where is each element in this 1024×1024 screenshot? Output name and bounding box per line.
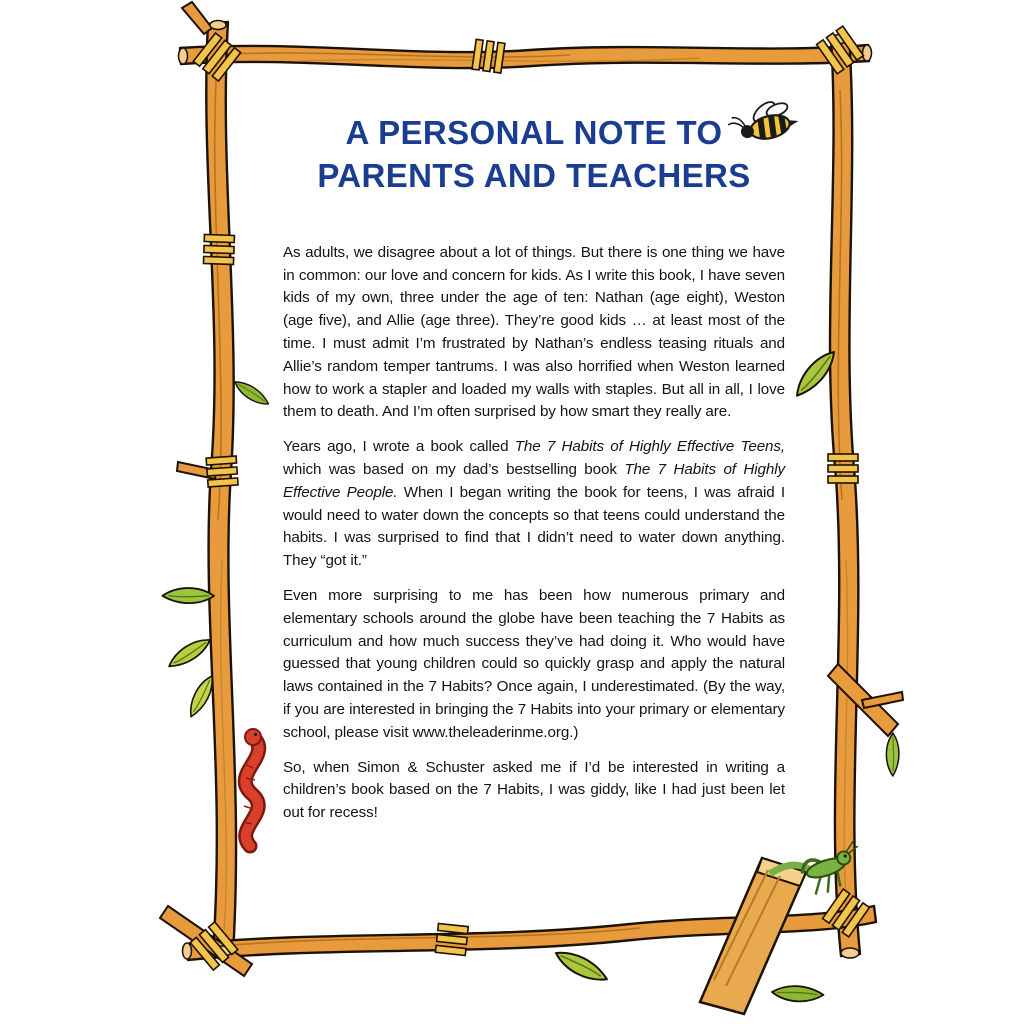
paragraph: Years ago, I wrote a book called The 7 Habits of Highly Effective Teens, which was based on my dad’s bestselling book The 7 Habits of Highly Effective People. When I began writing the book for teens, I was afraid I would need to water down the concepts so that teens could understand the habits. I was surprised to find that I didn’t need to water down anything. They “got it.” bbox=[283, 438, 786, 570]
worm-icon bbox=[243, 729, 261, 846]
body-paragraphs bbox=[283, 242, 785, 825]
title-line-1: A PERSONAL NOTE TO bbox=[345, 114, 723, 151]
leaf-icon bbox=[787, 351, 845, 396]
leaf-icon bbox=[166, 639, 213, 666]
page-content bbox=[283, 112, 785, 825]
leaf-icon bbox=[162, 576, 214, 616]
page-title bbox=[283, 112, 785, 198]
leaf-icon bbox=[876, 733, 910, 776]
paragraph: Even more surprising to me has been how numerous primary and elementary schools around the globe have been teaching the 7 Habits as curriculum and how much success they’ve had doing it. Who would have guessed that young children could so quickly grasp and apply the natural laws contained in the 7 Habits? Once again, I underestimated. (By the way, if you are interested in bringing the 7 Habits into your primary or elementary school, please visit www.theleaderinme.org.) bbox=[283, 586, 785, 741]
paragraph: So, when Simon & Schuster asked me if I’d be interested in writing a children’s book based on the 7 Habits, I was giddy, like I had just been let out for recess! bbox=[283, 758, 785, 822]
leaf-icon bbox=[772, 973, 824, 1015]
leaf-icon bbox=[555, 938, 607, 994]
grasshopper-icon bbox=[798, 840, 869, 898]
title-line-2: PARENTS AND TEACHERS bbox=[317, 156, 751, 194]
paragraph: As adults, we disagree about a lot of things. But there is one thing we have in common: our love and concern for kids. As I write this book, I have seven kids of my own, three under the age of ten: Nathan (age eight), Weston (age five), and Allie (age three). They’re good kids … at least most of the time. I must admit I’m frustrated by Nathan’s endless teasing rituals and Allie’s random temper tantrums. I was also horrified when Weston learned how to work a stapler and loaded my walls with staples. But all in all, I love them to death. And I’m often surprised by how smart they really are. bbox=[283, 243, 785, 421]
wood-plank bbox=[700, 858, 818, 1014]
leaf-icon bbox=[179, 675, 224, 716]
leaf-icon bbox=[235, 373, 269, 413]
